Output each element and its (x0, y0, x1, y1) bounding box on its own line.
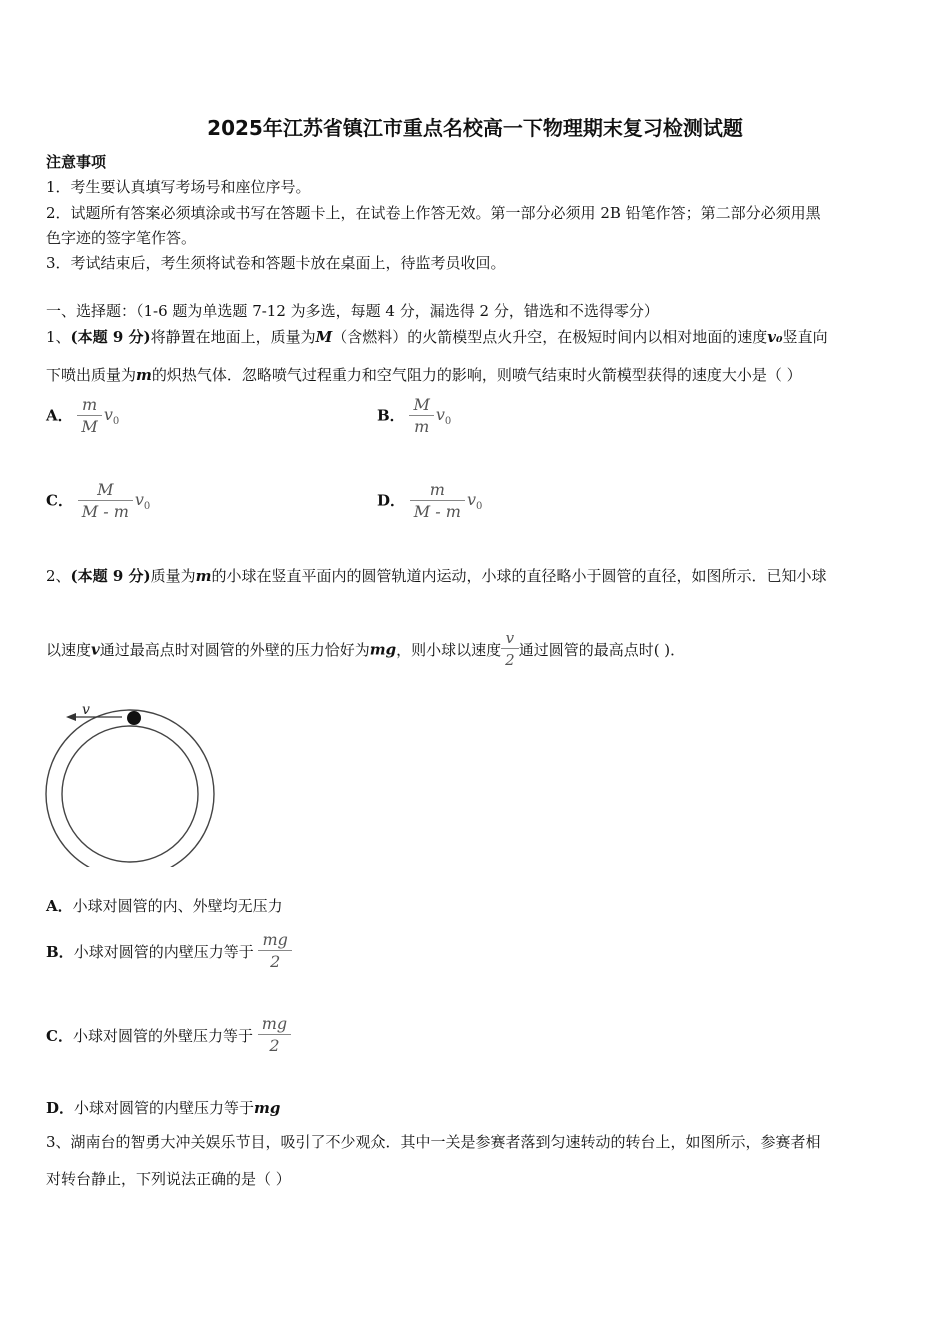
fraction-denominator: 2 (505, 651, 515, 669)
fraction (409, 395, 433, 438)
fraction-numerator: v (505, 629, 515, 647)
q3-stem-line2: 对转台静止，下列说法正确的是（ ） (46, 1170, 291, 1188)
q1-option-d[interactable] (377, 480, 482, 523)
option-symbol-mg: mg (254, 1099, 281, 1117)
q2-option-d[interactable] (46, 1098, 280, 1118)
velocity-symbol: $v_0$ (466, 490, 483, 513)
fraction-numerator: m (82, 395, 98, 414)
velocity-arrowhead (66, 713, 76, 721)
q2-symbol-mg: mg (369, 640, 397, 659)
q2-text: 以速度 (46, 641, 92, 659)
option-text: 小球对圆管的内、外壁均无压力 (72, 897, 283, 915)
q2-tag: (本题 9 分) (70, 567, 151, 585)
fraction (78, 480, 133, 523)
tube-inner-wall (62, 726, 198, 862)
q1-text: 竖直向 (782, 328, 828, 346)
option-label: A． (46, 406, 73, 425)
q1-symbol-M: M (315, 328, 333, 346)
q2-symbol-m: m (195, 567, 212, 585)
option-label: A． (46, 897, 73, 915)
fraction-denominator: m (414, 417, 430, 436)
q2-text: ，则小球以速度 (396, 641, 502, 659)
q2-text: 通过圆管的最高点时( )． (518, 641, 686, 659)
q2-option-c[interactable] (46, 1014, 291, 1057)
fraction-numerator: mg (262, 930, 288, 949)
q2-text: 质量为 (150, 567, 196, 585)
page-title: 2025年江苏省镇江市重点名校高一下物理期末复习检测试题 (207, 116, 743, 140)
fraction-numerator: mg (261, 1014, 288, 1033)
q1-number: 1、 (46, 328, 71, 346)
ball (127, 711, 141, 725)
fraction (258, 930, 291, 973)
option-text: 小球对圆管的内壁压力等于 (74, 1099, 255, 1117)
section-heading: 一、选择题：（1-6 题为单选题 7-12 为多选，每题 4 分，漏选得 2 分，错选和不选得零分） (46, 302, 659, 320)
option-label: B． (46, 943, 74, 961)
q1-stem-line1 (46, 327, 828, 347)
q2-text: 的小球在竖直平面内的圆管轨道内运动，小球的直径略小于圆管的直径，如图所示．已知小球 (211, 567, 827, 585)
q2-option-b[interactable] (46, 930, 292, 973)
fraction-denominator: 2 (270, 952, 281, 971)
q1-option-b[interactable] (377, 395, 451, 438)
q2-symbol-v: v (91, 640, 100, 659)
tube-outer-wall (46, 710, 214, 867)
q2-stem-line1 (46, 566, 827, 586)
fraction-denominator: M (81, 417, 98, 436)
fraction-denominator: M - m (413, 502, 461, 521)
fraction-numerator: M (413, 395, 430, 414)
option-text: 小球对圆管的内壁压力等于 (73, 943, 254, 961)
option-label: C． (46, 1027, 73, 1045)
notice-heading: 注意事项 (46, 153, 107, 171)
q1-text: （含燃料）的火箭模型点火升空，在极短时间内以相对地面的速度 (332, 328, 768, 346)
option-label: D． (46, 1099, 75, 1117)
notice-item: 色字迹的签字笔作答。 (46, 229, 197, 247)
notice-item: 1．考生要认真填写考场号和座位序号。 (46, 178, 311, 196)
fraction-denominator: M - m (81, 502, 129, 521)
velocity-label: v (82, 702, 90, 718)
fraction-numerator: M (97, 480, 114, 499)
notice-item: 2．试题所有答案必须填涂或书写在答题卡上，在试卷上作答无效。第一部分必须用 2B 铅笔作答；第二部分必须用黑 (46, 204, 821, 222)
fraction (410, 480, 465, 523)
q2-stem-line2 (46, 628, 685, 671)
fraction-numerator: m (429, 480, 445, 499)
velocity-symbol: $v_0$ (134, 490, 151, 513)
q2-text: 通过最高点时对圆管的外壁的压力恰好为 (99, 641, 370, 659)
fraction (258, 1014, 291, 1057)
q2-option-a[interactable] (46, 896, 283, 916)
q1-option-c[interactable] (46, 480, 150, 523)
fraction (77, 395, 101, 438)
notice-item: 3．考试结束后，考生须将试卷和答题卡放在桌面上，待监考员收回。 (46, 254, 506, 272)
fraction (501, 628, 519, 671)
fraction-denominator: 2 (269, 1036, 280, 1055)
velocity-symbol: $v_0$ (435, 405, 452, 428)
q1-stem-line2 (46, 365, 802, 385)
q1-symbol-m: m (136, 366, 152, 384)
q1-text: 的炽热气体．忽略喷气过程重力和空气阻力的影响，则喷气结束时火箭模型获得的速度大小是（ ） (151, 366, 802, 384)
option-label: D． (377, 491, 406, 510)
velocity-symbol: $v_0$ (103, 405, 120, 428)
q2-number: 2、 (46, 567, 71, 585)
circular-tube-figure (44, 702, 219, 867)
option-text: 小球对圆管的外壁压力等于 (72, 1027, 253, 1045)
q1-text: 将静置在地面上，质量为 (150, 328, 316, 346)
q1-text: 下喷出质量为 (46, 366, 137, 384)
option-label: C． (46, 491, 73, 510)
q3-stem-line1: 3、湖南台的智勇大冲关娱乐节目，吸引了不少观众．其中一关是参赛者落到匀速转动的转台上，如图所示，参赛者相 (46, 1133, 821, 1151)
option-label: B． (377, 406, 405, 425)
q1-option-a[interactable] (46, 395, 119, 438)
q1-symbol-v0: v₀ (767, 328, 783, 346)
q1-tag: (本题 9 分) (70, 328, 151, 346)
